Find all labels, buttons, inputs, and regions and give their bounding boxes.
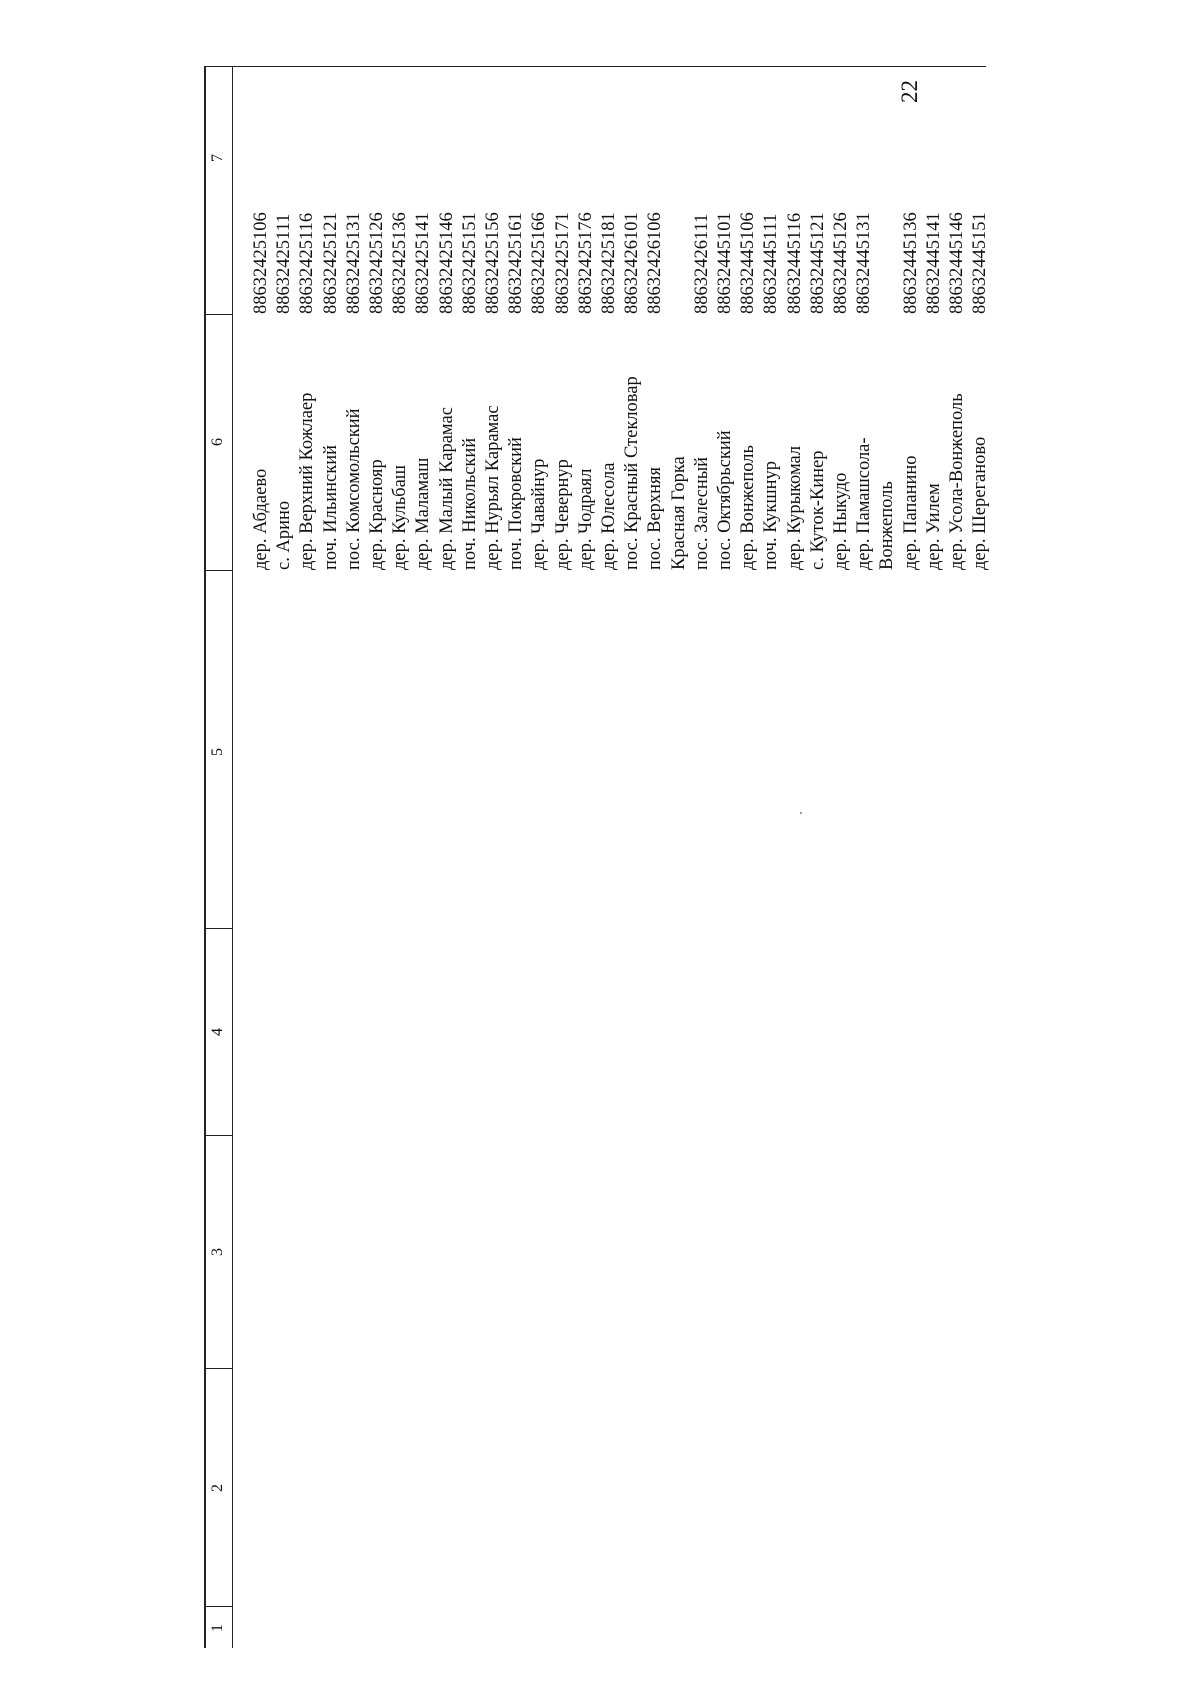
oktmo-code: 88632425161: [506, 212, 527, 314]
oktmo-code: 88632425121: [320, 212, 341, 314]
table-top-border: [204, 66, 206, 1648]
oktmo-code: 88632425171: [552, 212, 573, 314]
column-number-3: 3: [209, 1248, 226, 1256]
column-number-2: 2: [209, 1484, 226, 1492]
settlement-name: дер. Кульбаш: [390, 464, 411, 570]
column-separator: [204, 570, 233, 571]
settlement-name: дер. Вонжеполь: [738, 445, 759, 570]
settlement-name: дер. Чевернур: [552, 459, 573, 570]
oktmo-code: 88632425126: [367, 212, 387, 314]
column-number-4: 4: [209, 1028, 226, 1036]
settlement-name: дер. Краснояр: [367, 459, 387, 570]
settlement-name: пос. Комсомольский: [343, 408, 364, 570]
settlement-name: дер. Малый Карамас: [436, 407, 457, 570]
settlement-name: Красная Горка: [668, 456, 689, 570]
settlement-name: с. Арино: [274, 500, 295, 570]
oktmo-code: 88632426106: [645, 212, 666, 314]
page-number: 22: [897, 80, 922, 103]
oktmo-code: 88632445126: [831, 212, 851, 314]
oktmo-code: 88632425156: [483, 212, 503, 314]
settlement-name: дер. Абдаево: [251, 468, 271, 570]
oktmo-code: 88632445151: [970, 212, 991, 314]
settlement-name: дер. Маламаш: [413, 457, 434, 570]
column-separator: [204, 314, 233, 315]
settlement-name: дер. Папанино: [900, 455, 921, 570]
settlement-name: дер. Усола-Вонжеполь: [947, 393, 967, 570]
column-separator: [204, 1606, 233, 1607]
settlement-name: дер. Шереганово: [970, 436, 991, 570]
settlement-name: дер. Юлесола: [599, 462, 619, 570]
settlement-name: пос. Залесный: [691, 456, 712, 570]
oktmo-code: 88632425131: [343, 212, 364, 314]
oktmo-code: 88632445121: [807, 212, 828, 314]
column-number-6: 6: [209, 438, 226, 446]
settlement-name: дер. Нурьял Карамас: [483, 405, 503, 570]
settlement-name: дер. Верхний Кожлаер: [297, 392, 318, 570]
settlement-name: поч. Никольский: [459, 437, 480, 570]
oktmo-code: 88632445141: [923, 212, 944, 314]
oktmo-code: 88632425141: [413, 212, 434, 314]
column-separator: [204, 1135, 233, 1136]
oktmo-code: 88632425151: [459, 212, 480, 314]
oktmo-code: 88632425181: [599, 212, 619, 314]
oktmo-code: 88632426111: [691, 213, 712, 314]
settlement-name: поч. Ильинский: [320, 444, 341, 570]
settlement-name: Вонжеполь: [877, 481, 898, 570]
oktmo-code: 88632445131: [854, 212, 875, 314]
oktmo-code: 88632425166: [529, 212, 550, 314]
oktmo-code: 88632425106: [251, 212, 271, 314]
settlement-name: с. Куток-Кинер: [807, 450, 828, 570]
settlement-name: пос. Красный Стекловар: [622, 376, 643, 570]
oktmo-code: 88632445136: [900, 212, 921, 314]
column-number-5: 5: [209, 748, 226, 756]
column-number-1: 1: [209, 1624, 226, 1632]
settlement-name: дер. Курыкомал: [784, 445, 805, 570]
oktmo-code: 88632425176: [575, 212, 596, 314]
settlement-name: пос. Октябрьский: [715, 430, 735, 570]
settlement-name: дер. Чодраял: [575, 468, 596, 570]
oktmo-code: 88632426101: [622, 212, 643, 314]
settlement-name: пос. Верхняя: [645, 466, 666, 570]
settlement-name: дер. Уилем: [923, 483, 944, 570]
settlement-name: дер. Памашсола-: [854, 437, 875, 570]
column-number-7: 7: [209, 154, 226, 162]
oktmo-code: 88632425111: [274, 213, 295, 314]
settlement-name: дер. Ныкудо: [831, 472, 851, 570]
oktmo-code: 88632425136: [390, 212, 411, 314]
oktmo-code: 88632445111: [761, 213, 782, 314]
settlement-name: дер. Чавайнур: [529, 458, 550, 570]
column-separator: [204, 1368, 233, 1369]
oktmo-code: 88632445101: [715, 212, 735, 314]
settlement-name: поч. Покровский: [506, 437, 527, 570]
scan-speck: [800, 812, 802, 814]
oktmo-code: 88632445106: [738, 212, 759, 314]
header-divider: [232, 66, 233, 1648]
oktmo-code: 88632445146: [947, 212, 967, 314]
oktmo-code: 88632425116: [297, 212, 318, 314]
column-separator: [204, 928, 233, 929]
settlement-name: поч. Кукшнур: [761, 460, 782, 570]
oktmo-code: 88632425146: [436, 212, 457, 314]
header-top-edge: [204, 66, 986, 67]
oktmo-code: 88632445116: [784, 212, 805, 314]
